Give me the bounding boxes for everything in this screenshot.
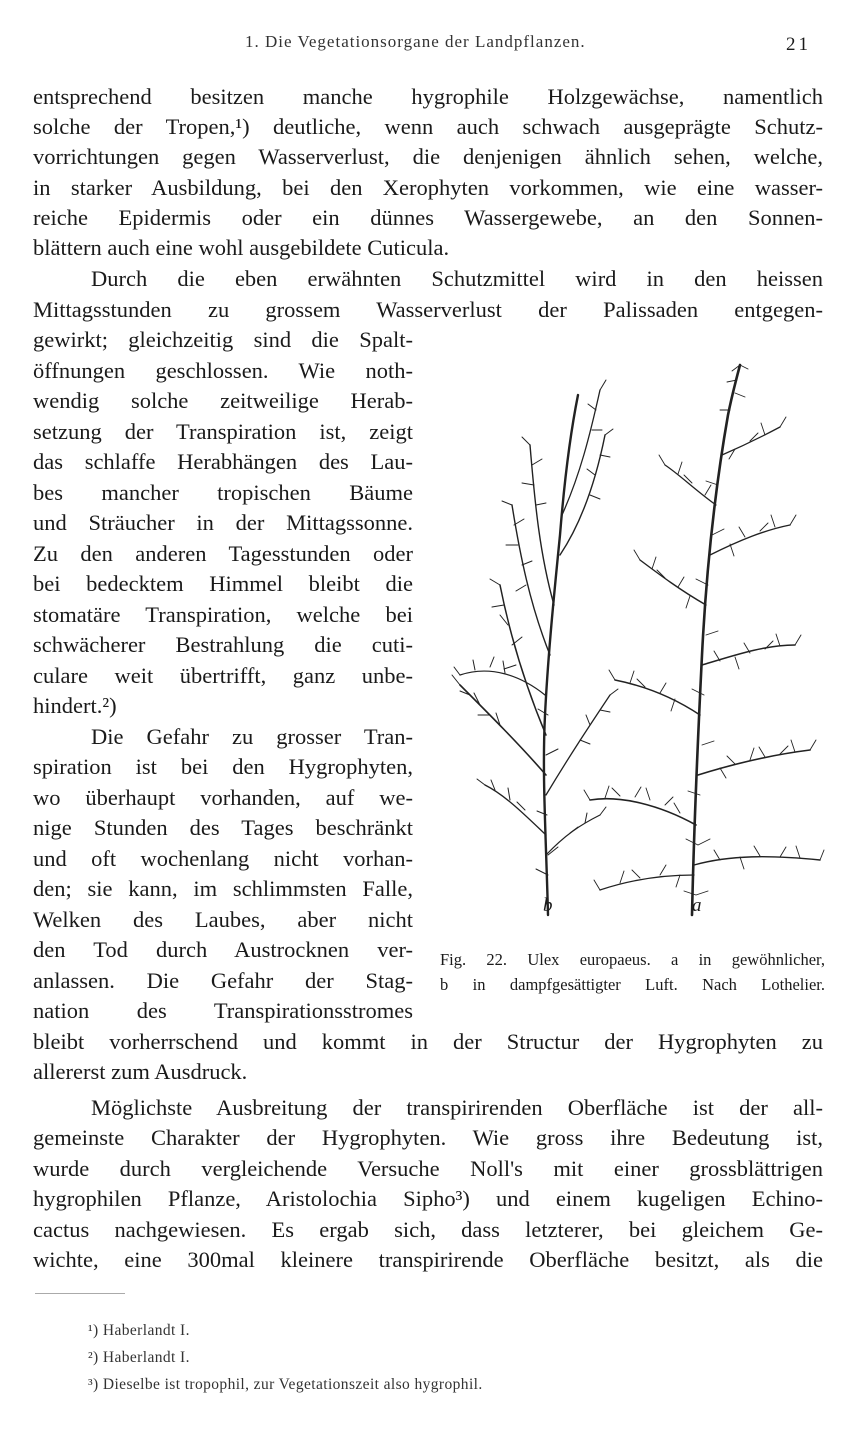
text-line: in starker Ausbildung, bei den Xerophyten vorkommen, wie eine wasser- <box>33 175 823 200</box>
footnote-1: ¹) Haberlandt I. <box>88 1322 190 1339</box>
text-line: gewirkt; gleichzeitig sind die Spalt- <box>33 327 413 352</box>
text-line: bei bedecktem Himmel bleibt die <box>33 571 413 596</box>
figure-ulex-europaeus <box>430 355 828 920</box>
text-line: wurde durch vergleichende Versuche Noll's mit einer grossblättrigen <box>33 1156 823 1181</box>
figure-label-b: b <box>543 895 553 916</box>
figure-caption-line2: b in dampfgesättigter Luft. Nach Lothelier. <box>440 975 825 994</box>
text-line: den; sie kann, im schlimmsten Falle, <box>33 876 413 901</box>
text-line: setzung der Transpiration ist, zeigt <box>33 419 413 444</box>
text-line: schwächerer Bestrahlung die cuti- <box>33 632 413 657</box>
text-line: culare weit übertrifft, ganz unbe- <box>33 663 413 688</box>
text-line: blättern auch eine wohl ausgebildete Cuticula. <box>33 235 450 260</box>
figure-caption-line1: Fig. 22. Ulex europaeus. a in gewöhnlicher, <box>440 950 825 969</box>
text-line: wo überhaupt vorhanden, auf we- <box>33 785 413 810</box>
plant-a-drawing <box>584 365 824 915</box>
footnote-3: ³) Dieselbe ist tropophil, zur Vegetationszeit also hygrophil. <box>88 1376 483 1393</box>
text-line: Welken des Laubes, aber nicht <box>33 907 413 932</box>
footnote-rule <box>35 1293 125 1294</box>
text-line: Zu den anderen Tagesstunden oder <box>33 541 413 566</box>
plant-b-drawing <box>452 380 618 915</box>
text-line: vorrichtungen gegen Wasserverlust, die denjenigen ähnlich sehen, welche, <box>33 144 823 169</box>
text-line: entsprechend besitzen manche hygrophile Holzgewächse, namentlich <box>33 84 823 109</box>
footnote-2: ²) Haberlandt I. <box>88 1349 190 1366</box>
text-line: reiche Epidermis oder ein dünnes Wassergewebe, an den Sonnen- <box>33 205 823 230</box>
text-line: stomatäre Transpiration, welche bei <box>33 602 413 627</box>
text-line: Möglichste Ausbreitung der transpirirenden Oberfläche ist der all- <box>91 1095 823 1120</box>
text-line: Durch die eben erwähnten Schutzmittel wird in den heissen <box>91 266 823 291</box>
text-line: bleibt vorherrschend und kommt in der Structur der Hygrophyten zu <box>33 1029 823 1054</box>
text-line: das schlaffe Herabhängen des Lau- <box>33 449 413 474</box>
text-line: allererst zum Ausdruck. <box>33 1059 248 1084</box>
text-line: und oft wochenlang nicht vorhan- <box>33 846 413 871</box>
text-line: und Sträucher in der Mittagssonne. <box>33 510 413 535</box>
text-line: spiration ist bei den Hygrophyten, <box>33 754 413 779</box>
text-line: Die Gefahr zu grosser Tran- <box>91 724 413 749</box>
figure-label-a: a <box>692 895 702 916</box>
text-line: wendig solche zeitweilige Herab- <box>33 388 413 413</box>
text-line: gemeinste Charakter der Hygrophyten. Wie gross ihre Bedeutung ist, <box>33 1125 823 1150</box>
text-line: cactus nachgewiesen. Es ergab sich, dass letzterer, bei gleichem Ge- <box>33 1217 823 1242</box>
text-line: hindert.²) <box>33 693 117 718</box>
text-line: öffnungen geschlossen. Wie noth- <box>33 358 413 383</box>
text-line: anlassen. Die Gefahr der Stag- <box>33 968 413 993</box>
text-line: bes mancher tropischen Bäume <box>33 480 413 505</box>
text-line: solche der Tropen,¹) deutliche, wenn auch schwach ausgeprägte Schutz- <box>33 114 823 139</box>
text-line: den Tod durch Austrocknen ver- <box>33 937 413 962</box>
text-line: nation des Transpirationsstromes <box>33 998 413 1023</box>
text-line: wichte, eine 300mal kleinere transpirirende Oberfläche besitzt, als die <box>33 1247 823 1272</box>
text-line: nige Stunden des Tages beschränkt <box>33 815 413 840</box>
chapter-title: 1. Die Vegetationsorgane der Landpflanzen. <box>245 32 586 51</box>
text-line: Mittagsstunden zu grossem Wasserverlust der Palissaden entgegen- <box>33 297 823 322</box>
plant-illustration <box>430 355 828 920</box>
running-head <box>0 32 850 56</box>
text-line: hygrophilen Pflanze, Aristolochia Sipho³) und einem kugeligen Echino- <box>33 1186 823 1211</box>
page-number: 21 <box>786 34 811 55</box>
